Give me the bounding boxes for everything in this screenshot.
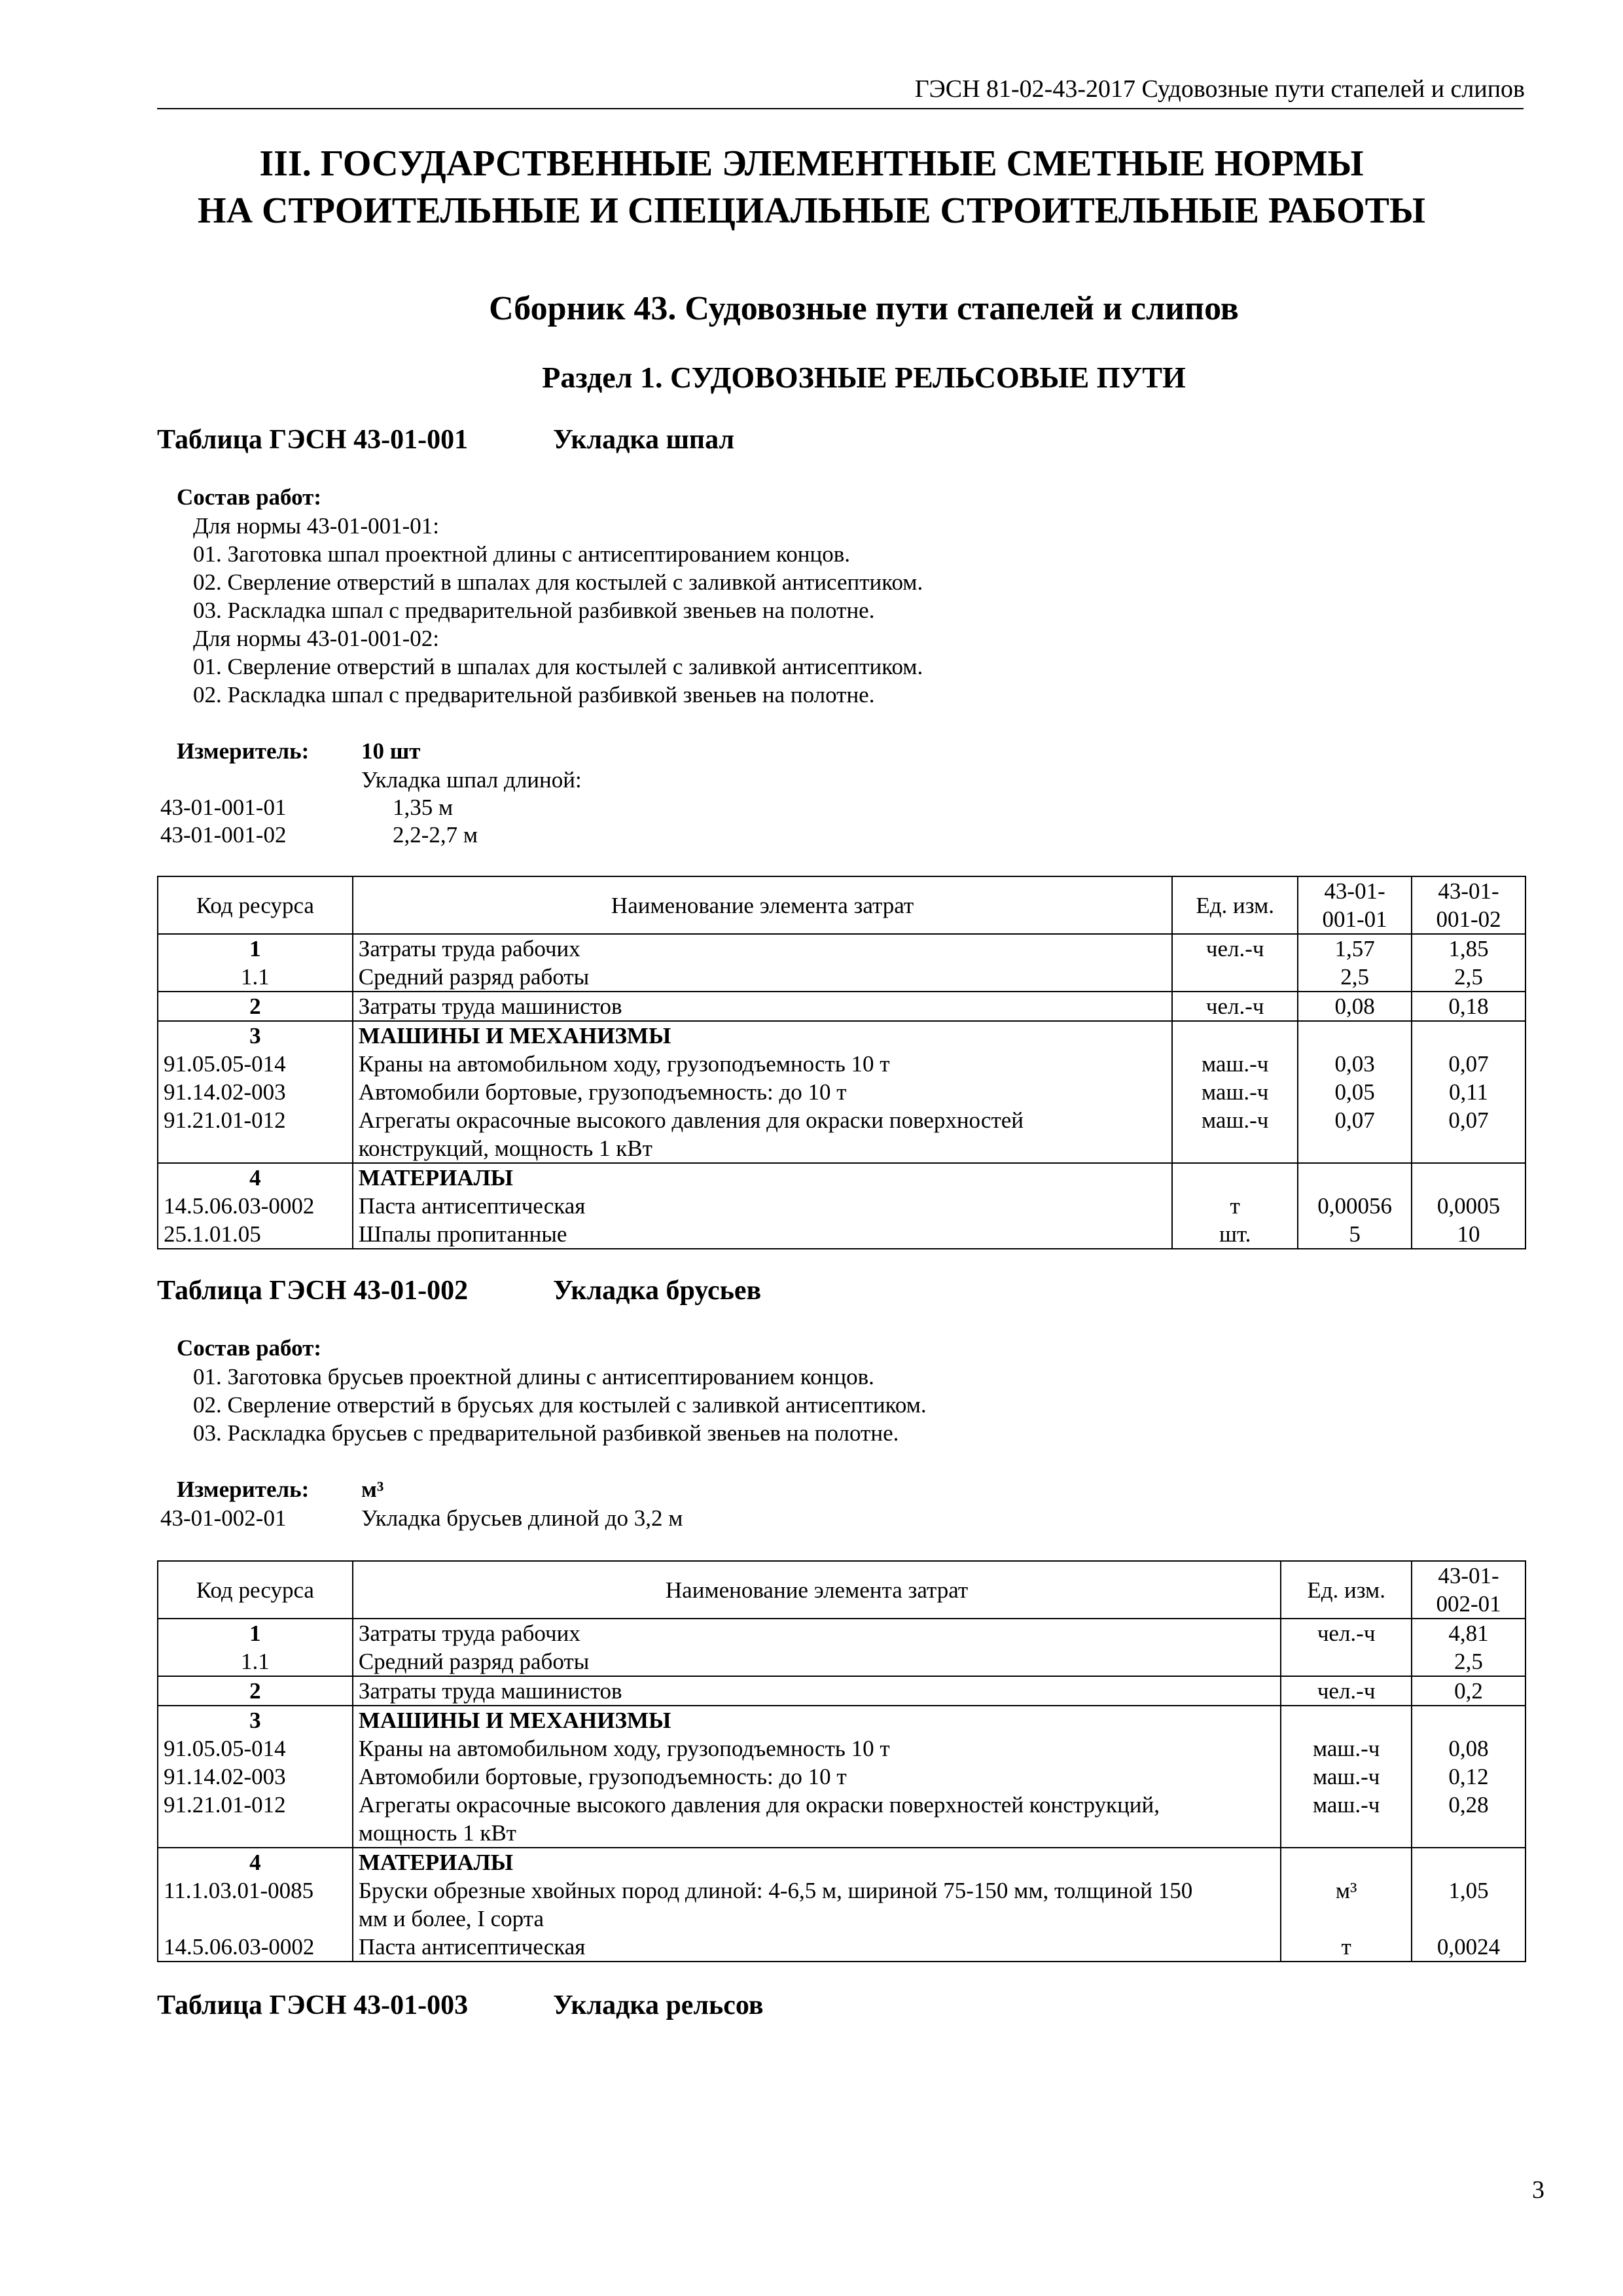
- cell-value: 1,57: [1298, 934, 1412, 963]
- cell-value: 0,07: [1412, 1050, 1525, 1078]
- cell-code: 1.1: [158, 963, 353, 992]
- cell-unit: чел.-ч: [1172, 934, 1298, 963]
- table-row: [158, 1876, 1525, 1933]
- work-line: Для нормы 43-01-001-01:: [193, 513, 439, 539]
- norm-description: Укладка брусьев длиной до 3,2 м: [361, 1505, 683, 1531]
- col-header-unit: Ед. изм.: [1172, 876, 1298, 934]
- cell-name-line: мощность 1 кВт: [358, 1820, 516, 1846]
- table-name: Укладка брусьев: [553, 1276, 762, 1306]
- work-line: 03. Раскладка шпал с предварительной разбивкой звеньев на полотне.: [193, 598, 875, 623]
- col-header-norm-2: [1412, 876, 1525, 934]
- norm-code: 43-01-002-01: [160, 1505, 287, 1531]
- cell-code: 1.1: [158, 1647, 353, 1676]
- cell-code: 4: [158, 1163, 353, 1192]
- cell-name-line: Агрегаты окрасочные высокого давления для окраски поверхностей: [358, 1107, 1024, 1133]
- cell-name: [353, 1106, 1172, 1163]
- table-row: [158, 1734, 1525, 1763]
- cell-value: 0,08: [1298, 992, 1412, 1021]
- cell-value: 2,5: [1298, 963, 1412, 992]
- cell-code: 91.05.05-014: [158, 1734, 353, 1763]
- cell-value: 0,00056: [1298, 1192, 1412, 1220]
- page-number: 3: [1532, 2176, 1544, 2204]
- cell-name: Средний разряд работы: [353, 1647, 1281, 1676]
- table-row: [158, 1676, 1525, 1706]
- col-header-line: 43-01-: [1438, 878, 1499, 904]
- resource-table-43-01-002: [157, 1560, 1526, 1962]
- table-title-43-01-003: [157, 1990, 764, 2021]
- cell-name: Автомобили бортовые, грузоподъемность: до 10 т: [353, 1763, 1281, 1791]
- table-group-row: [158, 1163, 1525, 1192]
- table-row: [158, 1078, 1525, 1106]
- meter-label: Измеритель:: [177, 1477, 310, 1502]
- cell-unit: чел.-ч: [1281, 1676, 1412, 1706]
- table-group-row: [158, 1848, 1525, 1876]
- table-row: [158, 1106, 1525, 1163]
- norm-description: 2,2-2,7 м: [393, 822, 478, 848]
- cell-name: Шпалы пропитанные: [353, 1220, 1172, 1249]
- col-header-line: 43-01-: [1438, 1563, 1499, 1588]
- table-row: [158, 1050, 1525, 1078]
- cell-value: [1412, 1163, 1525, 1192]
- cell-value: 0,05: [1298, 1078, 1412, 1106]
- cell-code: 91.21.01-012: [158, 1791, 353, 1848]
- table-name: Укладка рельсов: [553, 1990, 764, 2020]
- section-title: Раздел 1. СУДОВОЗНЫЕ РЕЛЬСОВЫЕ ПУТИ: [542, 361, 1186, 394]
- cell-name-line: мм и более, I сорта: [358, 1906, 544, 1931]
- work-line: 02. Сверление отверстий в брусьях для костылей с заливкой антисептиком.: [193, 1392, 927, 1418]
- col-header-norm-1: [1298, 876, 1412, 934]
- cell-code: 1: [158, 1619, 353, 1647]
- cell-code: 14.5.06.03-0002: [158, 1192, 353, 1220]
- work-line: 03. Раскладка брусьев с предварительной разбивкой звеньев на полотне.: [193, 1420, 899, 1446]
- table-title-43-01-002: [157, 1275, 762, 1306]
- cell-unit: [1281, 1706, 1412, 1734]
- cell-unit: [1172, 1163, 1298, 1192]
- cell-value: 0,18: [1412, 992, 1525, 1021]
- cell-value: 0,07: [1298, 1106, 1412, 1163]
- cell-unit: маш.-ч: [1172, 1106, 1298, 1163]
- meter-value: 10 шт: [361, 738, 421, 764]
- cell-unit: маш.-ч: [1281, 1734, 1412, 1763]
- cell-name: Затраты труда рабочих: [353, 1619, 1281, 1647]
- part-title-line-1: III. ГОСУДАРСТВЕННЫЕ ЭЛЕМЕНТНЫЕ СМЕТНЫЕ НОРМЫ: [259, 143, 1364, 184]
- cell-code: 25.1.01.05: [158, 1220, 353, 1249]
- table-row: [158, 1220, 1525, 1249]
- cell-value: 0,07: [1412, 1106, 1525, 1163]
- cell-unit: маш.-ч: [1172, 1078, 1298, 1106]
- col-header-line: 43-01-: [1324, 878, 1385, 904]
- col-header-norm-1: [1412, 1561, 1525, 1619]
- col-header-code: Код ресурса: [158, 876, 353, 934]
- cell-unit: [1172, 963, 1298, 992]
- cell-value: [1298, 1163, 1412, 1192]
- cell-code: 2: [158, 992, 353, 1021]
- col-header-line: 001-01: [1322, 906, 1387, 932]
- cell-code: 14.5.06.03-0002: [158, 1933, 353, 1962]
- table-row: [158, 992, 1525, 1021]
- cell-code: 91.14.02-003: [158, 1078, 353, 1106]
- table-row: [158, 934, 1525, 963]
- cell-unit: маш.-ч: [1172, 1050, 1298, 1078]
- cell-code: 3: [158, 1706, 353, 1734]
- col-header-line: 002-01: [1436, 1591, 1501, 1617]
- table-code: Таблица ГЭСН 43-01-002: [157, 1276, 469, 1306]
- cell-name: МАШИНЫ И МЕХАНИЗМЫ: [353, 1706, 1281, 1734]
- cell-code: 4: [158, 1848, 353, 1876]
- work-composition-label: Состав работ:: [177, 1335, 321, 1361]
- work-line: 01. Заготовка шпал проектной длины с антисептированием концов.: [193, 541, 850, 567]
- cell-code: 91.21.01-012: [158, 1106, 353, 1163]
- cell-value: 5: [1298, 1220, 1412, 1249]
- table-row: [158, 1763, 1525, 1791]
- table-code: Таблица ГЭСН 43-01-003: [157, 1990, 469, 2020]
- norm-code: 43-01-001-01: [160, 795, 287, 820]
- cell-value: 2,5: [1412, 1647, 1525, 1676]
- cell-code: 11.1.03.01-0085: [158, 1876, 353, 1933]
- cell-name: [353, 1876, 1281, 1933]
- cell-name: МАШИНЫ И МЕХАНИЗМЫ: [353, 1021, 1172, 1050]
- resource-table-43-01-001: [157, 876, 1526, 1249]
- cell-name: Затраты труда машинистов: [353, 1676, 1281, 1706]
- cell-value: 0,03: [1298, 1050, 1412, 1078]
- cell-code: 1: [158, 934, 353, 963]
- cell-name: Паста антисептическая: [353, 1192, 1172, 1220]
- cell-value: 0,08: [1412, 1734, 1525, 1763]
- cell-value: 0,12: [1412, 1763, 1525, 1791]
- cell-name: Краны на автомобильном ходу, грузоподъемность 10 т: [353, 1050, 1172, 1078]
- meter-value: м³: [361, 1477, 384, 1502]
- cell-value: 1,85: [1412, 934, 1525, 963]
- work-line: 02. Сверление отверстий в шпалах для костылей с заливкой антисептиком.: [193, 569, 923, 595]
- cell-unit: чел.-ч: [1172, 992, 1298, 1021]
- cell-unit: м³: [1281, 1876, 1412, 1933]
- cell-value: 10: [1412, 1220, 1525, 1249]
- table-row: [158, 1933, 1525, 1962]
- col-header-name: Наименование элемента затрат: [353, 876, 1172, 934]
- norm-code: 43-01-001-02: [160, 822, 287, 848]
- col-header-code: Код ресурса: [158, 1561, 353, 1619]
- cell-code: 91.14.02-003: [158, 1763, 353, 1791]
- cell-name: Затраты труда машинистов: [353, 992, 1172, 1021]
- cell-value: [1298, 1021, 1412, 1050]
- cell-code: 3: [158, 1021, 353, 1050]
- cell-name: Паста антисептическая: [353, 1933, 1281, 1962]
- cell-name: Краны на автомобильном ходу, грузоподъемность 10 т: [353, 1734, 1281, 1763]
- collection-title: Сборник 43. Судовозные пути стапелей и слипов: [489, 290, 1239, 327]
- table-row: [158, 1791, 1525, 1848]
- cell-value: [1412, 1848, 1525, 1876]
- part-title-line-2: НА СТРОИТЕЛЬНЫЕ И СПЕЦИАЛЬНЫЕ СТРОИТЕЛЬНЫЕ РАБОТЫ: [198, 190, 1425, 231]
- cell-name-line: Бруски обрезные хвойных пород длиной: 4-6,5 м, шириной 75-150 мм, толщиной 150: [358, 1878, 1193, 1903]
- cell-name: Автомобили бортовые, грузоподъемность: до 10 т: [353, 1078, 1172, 1106]
- table-code: Таблица ГЭСН 43-01-001: [157, 425, 469, 455]
- cell-name-line: Агрегаты окрасочные высокого давления для окраски поверхностей конструкций,: [358, 1792, 1160, 1818]
- work-composition-label: Состав работ:: [177, 484, 321, 510]
- table-row: [158, 1192, 1525, 1220]
- work-line: 02. Раскладка шпал с предварительной разбивкой звеньев на полотне.: [193, 682, 875, 708]
- cell-name-line: конструкций, мощность 1 кВт: [358, 1136, 652, 1161]
- col-header-unit: Ед. изм.: [1281, 1561, 1412, 1619]
- cell-name: МАТЕРИАЛЫ: [353, 1163, 1172, 1192]
- cell-unit: маш.-ч: [1281, 1791, 1412, 1848]
- work-composition-list: [193, 1364, 927, 1448]
- work-line: 01. Заготовка брусьев проектной длины с антисептированием концов.: [193, 1364, 874, 1390]
- table-group-row: [158, 1021, 1525, 1050]
- table-title-43-01-001: [157, 424, 735, 456]
- work-line: Для нормы 43-01-001-02:: [193, 626, 439, 651]
- meter-description: Укладка шпал длиной:: [361, 767, 582, 793]
- cell-value: 0,28: [1412, 1791, 1525, 1848]
- cell-unit: маш.-ч: [1281, 1763, 1412, 1791]
- cell-value: [1412, 1706, 1525, 1734]
- meter-label: Измеритель:: [177, 738, 310, 764]
- cell-value: 1,05: [1412, 1876, 1525, 1933]
- cell-unit: т: [1281, 1933, 1412, 1962]
- table-header-row: [158, 876, 1525, 934]
- col-header-name: Наименование элемента затрат: [353, 1561, 1281, 1619]
- cell-value: 4,81: [1412, 1619, 1525, 1647]
- cell-value: [1412, 1021, 1525, 1050]
- cell-name: [353, 1791, 1281, 1848]
- table-row: [158, 963, 1525, 992]
- cell-code: 2: [158, 1676, 353, 1706]
- work-composition-list: [193, 513, 923, 710]
- cell-code: 91.05.05-014: [158, 1050, 353, 1078]
- cell-value: 0,11: [1412, 1078, 1525, 1106]
- cell-unit: чел.-ч: [1281, 1619, 1412, 1647]
- cell-name: Затраты труда рабочих: [353, 934, 1172, 963]
- cell-unit: т: [1172, 1192, 1298, 1220]
- table-name: Укладка шпал: [553, 425, 735, 455]
- cell-unit: [1172, 1021, 1298, 1050]
- norm-description: 1,35 м: [393, 795, 454, 820]
- cell-name: Средний разряд работы: [353, 963, 1172, 992]
- table-group-row: [158, 1706, 1525, 1734]
- cell-value: 2,5: [1412, 963, 1525, 992]
- cell-unit: [1281, 1848, 1412, 1876]
- cell-value: 0,0024: [1412, 1933, 1525, 1962]
- cell-value: 0,2: [1412, 1676, 1525, 1706]
- running-header: ГЭСН 81-02-43-2017 Судовозные пути стапелей и слипов: [914, 75, 1525, 103]
- table-header-row: [158, 1561, 1525, 1619]
- part-title: [0, 140, 1623, 234]
- table-row: [158, 1619, 1525, 1647]
- table-row: [158, 1647, 1525, 1676]
- header-rule: [157, 108, 1524, 109]
- cell-unit: шт.: [1172, 1220, 1298, 1249]
- col-header-line: 001-02: [1436, 906, 1501, 932]
- cell-unit: [1281, 1647, 1412, 1676]
- cell-name: МАТЕРИАЛЫ: [353, 1848, 1281, 1876]
- work-line: 01. Сверление отверстий в шпалах для костылей с заливкой антисептиком.: [193, 654, 923, 679]
- cell-value: 0,0005: [1412, 1192, 1525, 1220]
